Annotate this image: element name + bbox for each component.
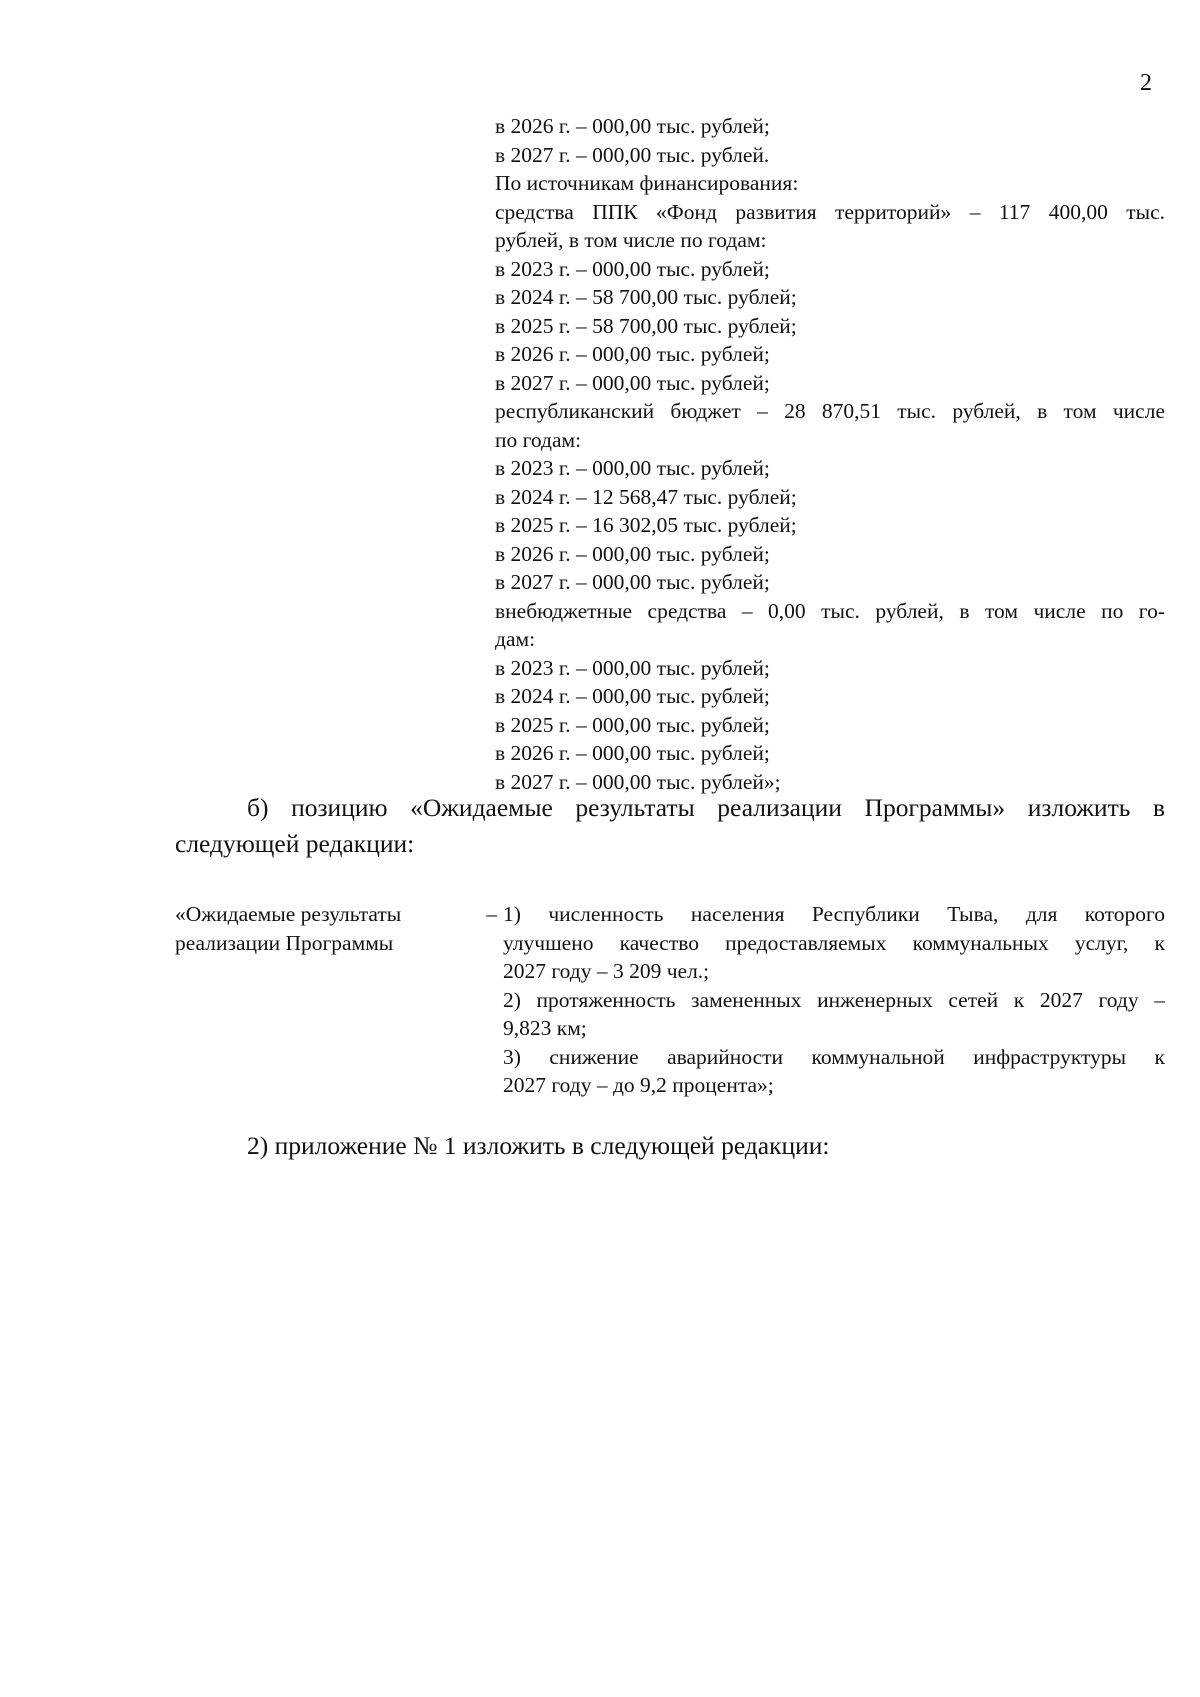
funding-line: в 2025 г. – 58 700,00 тыс. рублей; (495, 313, 797, 338)
paragraph-b (175, 790, 1165, 862)
results-item-line: улучшено качество предоставляемых коммунальных услуг, к (503, 930, 1165, 955)
results-label (175, 900, 475, 1100)
results-label-line: «Ожидаемые результаты (175, 902, 402, 926)
results-item-line: 2027 году – 3 209 чел.; (503, 959, 710, 983)
paragraph-b-line: следующей редакции: (175, 829, 415, 858)
funding-line: в 2027 г. – 000,00 тыс. рублей»; (495, 769, 781, 794)
funding-line: в 2024 г. – 12 568,47 тыс. рублей; (495, 484, 797, 509)
funding-line: по годам: (495, 427, 582, 452)
funding-line: в 2024 г. – 58 700,00 тыс. рублей; (495, 285, 797, 309)
funding-line: в 2026 г. – 000,00 тыс. рублей; (495, 741, 770, 765)
funding-line: в 2025 г. – 000,00 тыс. рублей; (495, 712, 770, 737)
funding-line: в 2027 г. – 000,00 тыс. рублей; (495, 370, 770, 395)
funding-line: в 2026 г. – 000,00 тыс. рублей; (495, 342, 770, 366)
results-label-line: реализации Программы (175, 930, 394, 955)
funding-line: в 2026 г. – 000,00 тыс. рублей; (495, 541, 770, 566)
funding-line: внебюджетные средства – 0,00 тыс. рублей, в том числе по го- (495, 598, 1165, 623)
results-item-line: 9,823 км; (503, 1016, 587, 1040)
funding-line: в 2026 г. – 000,00 тыс. рублей; (495, 114, 770, 138)
results-item-line: 2) протяженность замененных инженерных сетей к 2027 году – (503, 987, 1165, 1012)
results-dash: – (486, 902, 497, 926)
funding-block (495, 112, 1165, 796)
funding-line: в 2024 г. – 000,00 тыс. рублей; (495, 684, 770, 708)
funding-line: рублей, в том числе по годам: (495, 228, 767, 252)
funding-line: средства ППК «Фонд развития территорий» – 117 400,00 тыс. (495, 199, 1165, 224)
funding-line: в 2023 г. – 000,00 тыс. рублей; (495, 655, 770, 680)
funding-line: дам: (495, 627, 536, 651)
results-items (503, 900, 1165, 1100)
funding-line: в 2023 г. – 000,00 тыс. рублей; (495, 256, 770, 281)
results-item-line: 1) численность населения Республики Тыва, для которого (503, 902, 1165, 926)
funding-line: в 2023 г. – 000,00 тыс. рублей; (495, 456, 770, 480)
funding-line: в 2027 г. – 000,00 тыс. рублей. (495, 142, 770, 167)
paragraph-b-line: б) позицию «Ожидаемые результаты реализации Программы» изложить в (247, 793, 1165, 822)
funding-line: в 2027 г. – 000,00 тыс. рублей; (495, 570, 770, 594)
funding-line: в 2025 г. – 16 302,05 тыс. рублей; (495, 513, 797, 537)
funding-sources-heading: По источникам финансирования: (495, 171, 799, 195)
results-item-line: 3) снижение аварийности коммунальной инфраструктуры к (503, 1044, 1165, 1069)
results-item-line: 2027 году – до 9,2 процента»; (503, 1073, 774, 1097)
funding-line: республиканский бюджет – 28 870,51 тыс. рублей, в том числе (495, 399, 1165, 423)
results-table (175, 900, 1165, 1100)
page-number: 2 (1140, 70, 1152, 96)
paragraph-2: 2) приложение № 1 изложить в следующей редакции: (247, 1131, 830, 1160)
